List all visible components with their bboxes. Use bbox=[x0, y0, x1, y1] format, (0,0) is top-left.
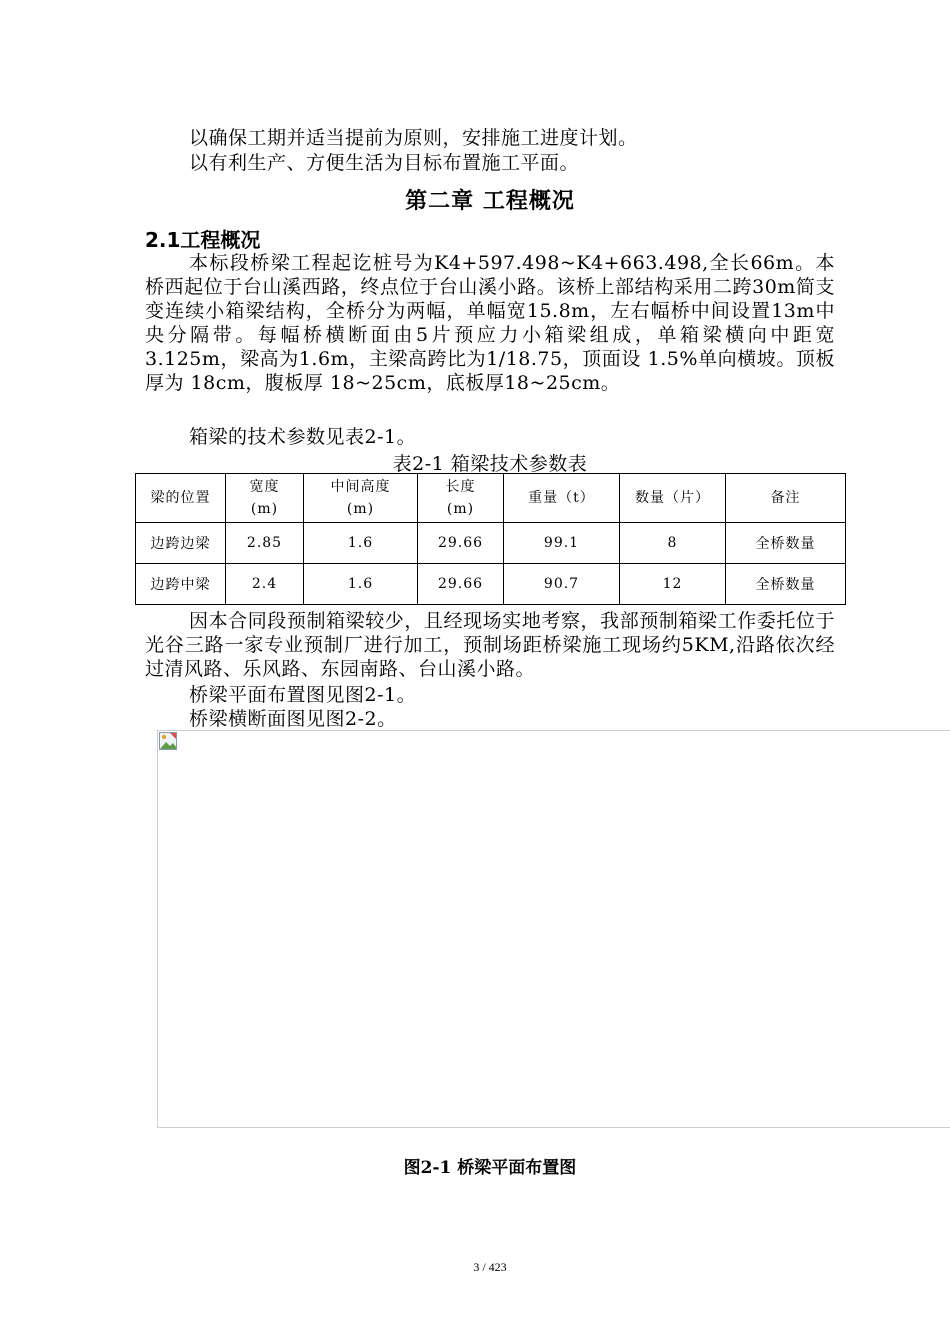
table-cell: 1.6 bbox=[304, 564, 418, 605]
chapter-title: 第二章 工程概况 bbox=[405, 189, 575, 214]
figure-1-reference: 桥梁平面布置图见图2-1。 bbox=[189, 684, 417, 706]
table-reference: 箱梁的技术参数见表2-1。 bbox=[189, 426, 417, 448]
header-cell: 数量（片） bbox=[620, 474, 726, 523]
header-cell: 长度 (m) bbox=[418, 474, 504, 523]
header-cell: 中间高度 (m) bbox=[304, 474, 418, 523]
header-cell: 重量（t） bbox=[504, 474, 620, 523]
table-header-row bbox=[136, 474, 846, 523]
broken-image-icon bbox=[158, 731, 178, 751]
table-caption: 表2-1 箱梁技术参数表 bbox=[392, 453, 588, 475]
table-cell: 90.7 bbox=[504, 564, 620, 605]
table-cell: 1.6 bbox=[304, 523, 418, 564]
overview-paragraph: 本标段桥梁工程起讫桩号为K4+597.498~K4+663.498,全长66m。本桥西起位于台山溪西路，终点位于台山溪小路。该桥上部结构采用二跨30m简支变连续小箱梁结构，全桥分为两幅，单幅宽15.8m，左右幅桥中间设置13m中央分隔带。每幅桥横断面由5片预应力小箱梁组成，单箱梁横向中距宽3.125m，梁高为1.6m，主梁高跨比为1/18.75，顶面设 1.5%单向横坡。顶板厚为 18cm，腹板厚 18~25cm，底板厚18~25cm。 bbox=[145, 252, 835, 394]
intro-line-1: 以确保工期并适当提前为原则，安排施工进度计划。 bbox=[189, 127, 638, 149]
table-cell: 29.66 bbox=[418, 564, 504, 605]
parameters-table bbox=[135, 473, 846, 605]
table-cell: 29.66 bbox=[418, 523, 504, 564]
table-cell: 99.1 bbox=[504, 523, 620, 564]
table-cell: 全桥数量 bbox=[726, 564, 846, 605]
table-cell: 全桥数量 bbox=[726, 523, 846, 564]
table-cell: 边跨中梁 bbox=[136, 564, 226, 605]
table-cell: 12 bbox=[620, 564, 726, 605]
table-row bbox=[136, 564, 846, 605]
header-cell: 备注 bbox=[726, 474, 846, 523]
figure-2-reference: 桥梁横断面图见图2-2。 bbox=[189, 708, 397, 730]
section-title: 2.1工程概况 bbox=[145, 228, 261, 252]
table-cell: 边跨边梁 bbox=[136, 523, 226, 564]
figure-caption: 图2-1 桥梁平面布置图 bbox=[403, 1158, 577, 1178]
table-cell: 2.85 bbox=[226, 523, 304, 564]
table-cell: 2.4 bbox=[226, 564, 304, 605]
precast-paragraph: 因本合同段预制箱梁较少，且经现场实地考察，我部预制箱梁工作委托位于光谷三路一家专业预制厂进行加工，预制场距桥梁施工现场约5KM,沿路依次经过清风路、乐风路、东园南路、台山溪小路。 bbox=[145, 610, 835, 680]
figure-placeholder bbox=[157, 730, 950, 1128]
page-number: 3 / 423 bbox=[473, 1260, 507, 1274]
intro-line-2: 以有利生产、方便生活为目标布置施工平面。 bbox=[189, 152, 580, 174]
table-row bbox=[136, 523, 846, 564]
header-cell: 宽度 (m) bbox=[226, 474, 304, 523]
header-cell: 梁的位置 bbox=[136, 474, 226, 523]
table-cell: 8 bbox=[620, 523, 726, 564]
